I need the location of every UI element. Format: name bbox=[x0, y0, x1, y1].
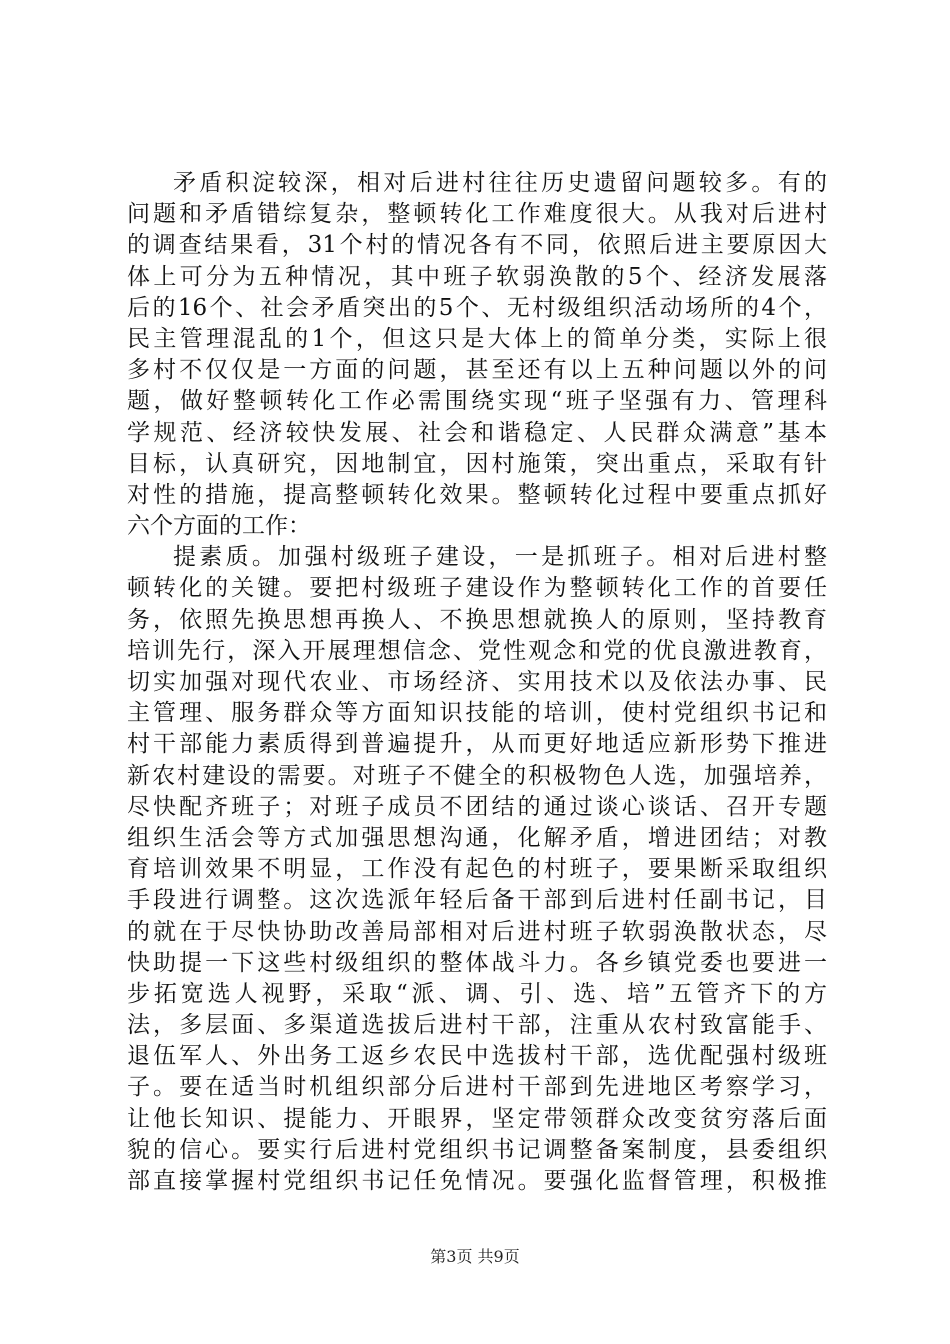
text-line: 问题和矛盾错综复杂，整顿转化工作难度很大。从我对后进村 bbox=[127, 201, 827, 228]
text-line: 子。要在适当时机组织部分后进村干部到先进地区考察学习， bbox=[127, 1074, 827, 1101]
text-line: 体上可分为五种情况，其中班子软弱涣散的5个、经济发展落 bbox=[127, 263, 827, 290]
body-text bbox=[127, 168, 827, 1197]
text-line: 村干部能力素质得到普遍提升，从而更好地适应新形势下推进 bbox=[127, 731, 827, 758]
text-line: 貌的信心。要实行后进村党组织书记调整备案制度，县委组织 bbox=[127, 1136, 827, 1163]
text-line: 主管理、服务群众等方面知识技能的培训，使村党组织书记和 bbox=[127, 700, 827, 727]
text-line: 培训先行，深入开展理想信念、党性观念和党的优良激进教育， bbox=[127, 637, 827, 664]
text-line: 切实加强对现代农业、市场经济、实用技术以及依法办事、民 bbox=[127, 669, 827, 695]
text-line: 目标，认真研究，因地制宜，因村施策，突出重点，采取有针 bbox=[127, 450, 827, 477]
text-line: 步拓宽选人视野，采取“派、调、引、选、培”五管齐下的方 bbox=[127, 980, 827, 1007]
text-line: 让他长知识、提能力、开眼界，坚定带领群众改变贫穷落后面 bbox=[127, 1105, 827, 1132]
text-line: 学规范、经济较快发展、社会和谐稳定、人民群众满意”基本 bbox=[127, 419, 827, 446]
text-line: 快助提一下这些村级组织的整体战斗力。各乡镇党委也要进一 bbox=[127, 949, 827, 976]
text-line: 提素质。加强村级班子建设，一是抓班子。相对后进村整 bbox=[173, 544, 827, 571]
text-line: 的就在于尽快协助改善局部相对后进村班子软弱涣散状态，尽 bbox=[127, 918, 827, 945]
text-line: 民主管理混乱的1个，但这只是大体上的简单分类，实际上很 bbox=[127, 325, 827, 352]
text-line: 法，多层面、多渠道选拔后进村干部，注重从农村致富能手、 bbox=[127, 1012, 827, 1039]
text-line: 后的16个、社会矛盾突出的5个、无村级组织活动场所的4个， bbox=[127, 294, 827, 321]
page-number: 第3页 共9页 bbox=[430, 1247, 520, 1266]
text-line: 矛盾积淀较深，相对后进村往往历史遗留问题较多。有的 bbox=[173, 170, 827, 196]
text-line: 部直接掌握村党组织书记任免情况。要强化监督管理，积极推 bbox=[127, 1168, 827, 1194]
text-line: 组织生活会等方式加强思想沟通，化解矛盾，增进团结；对教 bbox=[127, 824, 827, 851]
text-line: 题，做好整顿转化工作必需围绕实现“班子坚强有力、管理科 bbox=[127, 388, 827, 415]
text-line: 顿转化的关键。要把村级班子建设作为整顿转化工作的首要任 bbox=[127, 575, 827, 602]
text-line: 退伍军人、外出务工返乡农民中选拔村干部，选优配强村级班 bbox=[127, 1043, 827, 1070]
text-line: 六个方面的工作： bbox=[127, 513, 311, 540]
text-line: 尽快配齐班子；对班子成员不团结的通过谈心谈话、召开专题 bbox=[127, 793, 827, 820]
text-line: 务，依照先换思想再换人、不换思想就换人的原则，坚持教育 bbox=[127, 606, 827, 633]
text-line: 的调查结果看，31个村的情况各有不同，依照后进主要原因大 bbox=[127, 232, 827, 259]
text-line: 育培训效果不明显，工作没有起色的村班子，要果断采取组织 bbox=[127, 856, 827, 883]
text-line: 新农村建设的需要。对班子不健全的积极物色人选，加强培养， bbox=[127, 762, 827, 789]
text-line: 对性的措施，提高整顿转化效果。整顿转化过程中要重点抓好 bbox=[127, 481, 827, 508]
text-line: 手段进行调整。这次选派年轻后备干部到后进村任副书记，目 bbox=[127, 887, 827, 914]
text-line: 多村不仅仅是一方面的问题，甚至还有以上五种问题以外的问 bbox=[127, 357, 827, 384]
